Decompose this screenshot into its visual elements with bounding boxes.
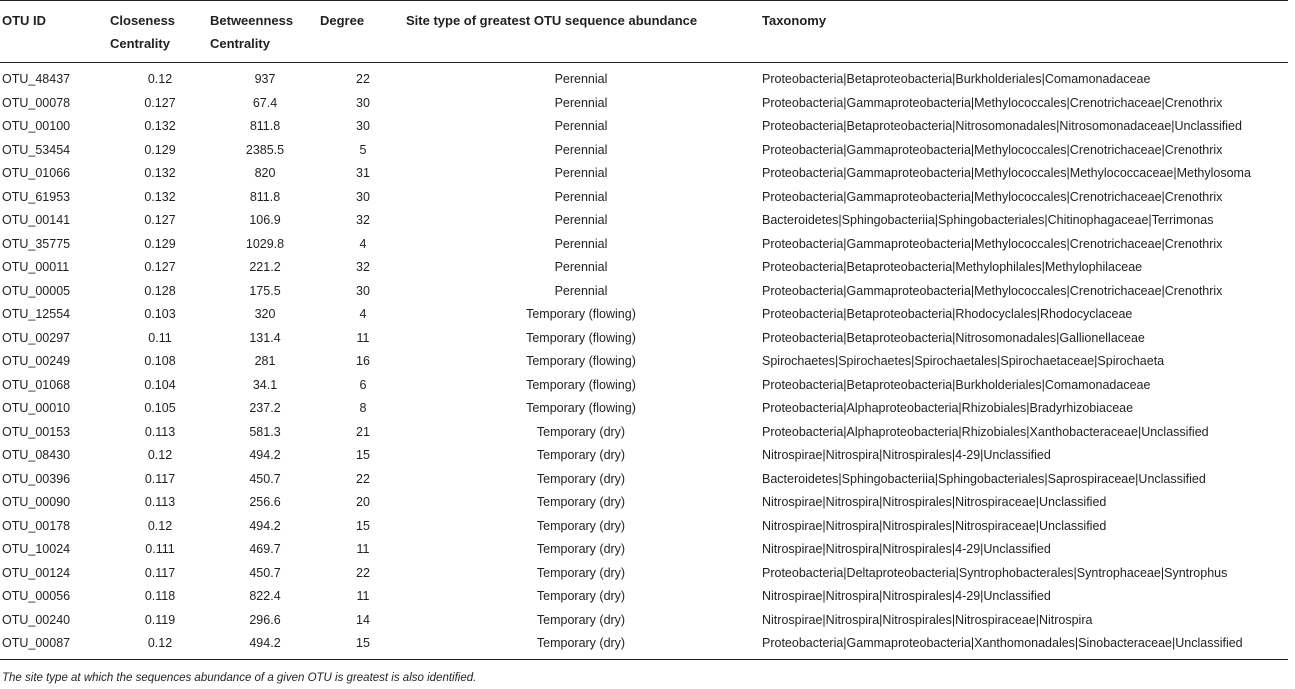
table-body <box>0 63 1288 660</box>
taxonomy-cell: Proteobacteria|Alphaproteobacteria|Rhizobiales|Xanthobacteraceae|Unclassified <box>762 424 1209 439</box>
betweenness-cell: 106.9 <box>249 213 281 227</box>
header-degree <box>320 1 406 63</box>
taxonomy-cell: Proteobacteria|Betaproteobacteria|Burkholderiales|Comamonadaceae <box>762 72 1151 86</box>
site-type-cell: Temporary (dry) <box>536 542 626 556</box>
table-row <box>0 538 1288 562</box>
taxonomy-cell: Proteobacteria|Gammaproteobacteria|Methylococcales|Crenotrichaceae|Crenothrix <box>762 142 1223 157</box>
closeness-cell: 0.111 <box>145 542 175 556</box>
header-site-type <box>406 1 756 63</box>
betweenness-cell: 256.6 <box>249 495 281 509</box>
degree-cell: 22 <box>356 72 370 86</box>
site-type-cell: Perennial <box>554 236 608 251</box>
table-caption: The site type at which the sequences abundance of a given OTU is greatest is also identified. <box>2 672 477 684</box>
taxonomy-cell: Nitrospirae|Nitrospira|Nitrospirales|4-29|Unclassified <box>762 542 1051 556</box>
degree-cell: 11 <box>356 330 370 345</box>
degree-cell: 11 <box>356 542 370 556</box>
taxonomy-cell: Nitrospirae|Nitrospira|Nitrospirales|4-29|Unclassified <box>762 448 1051 462</box>
closeness-cell: 0.127 <box>144 260 176 274</box>
table-row <box>0 162 1288 186</box>
header-otu-id-label: OTU ID <box>2 13 47 28</box>
table-row <box>0 609 1288 633</box>
degree-cell: 32 <box>356 213 370 227</box>
header-otu-id <box>0 1 110 63</box>
site-type-cell: Perennial <box>554 119 608 133</box>
table-row <box>0 421 1288 445</box>
table-row <box>0 139 1288 163</box>
closeness-cell: 0.119 <box>144 612 176 627</box>
otu-id-cell: OTU_00090 <box>2 495 71 509</box>
header-betweenness-centrality <box>210 1 320 63</box>
site-type-cell: Temporary (dry) <box>536 448 626 462</box>
header-betweenness-line1: Betweenness <box>210 13 294 28</box>
table-row <box>0 233 1288 257</box>
table-row <box>0 209 1288 233</box>
otu-id-cell: OTU_10024 <box>2 542 71 556</box>
table-row <box>0 515 1288 539</box>
betweenness-cell: 937 <box>254 72 276 86</box>
site-type-cell: Perennial <box>554 166 608 180</box>
betweenness-cell: 811.8 <box>249 119 281 133</box>
betweenness-cell: 450.7 <box>249 565 281 580</box>
otu-id-cell: OTU_01068 <box>2 377 71 392</box>
degree-cell: 8 <box>359 401 367 415</box>
closeness-cell: 0.118 <box>144 589 176 603</box>
table-row <box>0 115 1288 139</box>
otu-id-cell: OTU_00011 <box>2 260 70 274</box>
degree-cell: 20 <box>356 495 370 509</box>
table-row <box>0 397 1288 421</box>
table-row <box>0 186 1288 210</box>
betweenness-cell: 175.5 <box>249 283 281 298</box>
taxonomy-cell: Bacteroidetes|Sphingobacteriia|Sphingobacteriales|Chitinophagaceae|Terrimonas <box>762 213 1214 227</box>
degree-cell: 22 <box>356 565 370 580</box>
site-type-cell: Temporary (flowing) <box>526 401 636 415</box>
closeness-cell: 0.12 <box>147 448 173 462</box>
taxonomy-cell: Proteobacteria|Betaproteobacteria|Nitrosomonadales|Nitrosomonadaceae|Unclassified <box>762 119 1242 133</box>
taxonomy-cell: Nitrospirae|Nitrospira|Nitrospirales|Nitrospiraceae|Unclassified <box>762 495 1107 509</box>
closeness-cell: 0.12 <box>110 632 210 659</box>
taxonomy-cell: Nitrospirae|Nitrospira|Nitrospirales|4-29|Unclassified <box>762 589 1051 603</box>
taxonomy-cell: Proteobacteria|Betaproteobacteria|Methylophilales|Methylophilaceae <box>762 260 1143 274</box>
table-row <box>0 256 1288 280</box>
closeness-cell: 0.132 <box>144 119 176 133</box>
site-type-cell: Perennial <box>554 72 608 86</box>
header-degree-label: Degree <box>320 13 365 28</box>
taxonomy-cell: Proteobacteria|Betaproteobacteria|Rhodocyclales|Rhodocyclaceae <box>762 307 1133 321</box>
table-row <box>0 350 1288 374</box>
degree-cell: 15 <box>356 518 370 533</box>
site-type-cell: Temporary (dry) <box>536 612 626 627</box>
table-row <box>0 92 1288 116</box>
degree-cell: 6 <box>359 377 367 392</box>
degree-cell: 11 <box>356 589 370 603</box>
site-type-cell: Temporary (flowing) <box>526 307 636 321</box>
taxonomy-cell: Proteobacteria|Gammaproteobacteria|Methylococcales|Crenotrichaceae|Crenothrix <box>762 189 1223 204</box>
betweenness-cell: 1029.8 <box>245 236 285 251</box>
closeness-cell: 0.128 <box>144 283 176 298</box>
site-type-cell: Temporary (dry) <box>406 632 756 659</box>
otu-id-cell: OTU_61953 <box>2 189 71 204</box>
site-type-cell: Temporary (dry) <box>536 471 626 486</box>
taxonomy-cell: Proteobacteria|Gammaproteobacteria|Xanthomonadales|Sinobacteraceae|Unclassified <box>756 632 1288 659</box>
taxonomy-cell: Proteobacteria|Gammaproteobacteria|Methylococcales|Methylococcaceae|Methylosoma <box>762 166 1251 180</box>
degree-cell: 30 <box>356 283 370 298</box>
table-row <box>0 585 1288 609</box>
betweenness-cell: 281 <box>254 354 276 368</box>
betweenness-cell: 581.3 <box>249 424 281 439</box>
table-row <box>0 468 1288 492</box>
closeness-cell: 0.12 <box>147 72 173 86</box>
header-row <box>0 1 1288 63</box>
taxonomy-cell: Spirochaetes|Spirochaetes|Spirochaetales|Spirochaetaceae|Spirochaeta <box>762 354 1165 368</box>
site-type-cell: Temporary (flowing) <box>526 377 636 392</box>
header-closeness-line2: Centrality <box>110 36 170 51</box>
site-type-cell: Perennial <box>554 189 608 204</box>
site-type-cell: Perennial <box>554 260 608 274</box>
otu-id-cell: OTU_53454 <box>2 142 71 157</box>
closeness-cell: 0.132 <box>144 166 176 180</box>
degree-cell: 16 <box>356 354 370 368</box>
site-type-cell: Temporary (dry) <box>536 518 626 533</box>
betweenness-cell: 2385.5 <box>245 142 285 157</box>
betweenness-cell: 67.4 <box>252 95 278 110</box>
table-row <box>0 491 1288 515</box>
site-type-cell: Perennial <box>554 95 608 110</box>
table-row <box>0 280 1288 304</box>
betweenness-cell: 469.7 <box>249 542 281 556</box>
otu-id-cell: OTU_00240 <box>2 612 71 627</box>
site-type-cell: Perennial <box>554 283 608 298</box>
betweenness-cell: 494.2 <box>249 518 281 533</box>
degree-cell: 5 <box>359 142 367 157</box>
otu-id-cell: OTU_00124 <box>2 565 71 580</box>
otu-id-cell: OTU_00396 <box>2 471 71 486</box>
taxonomy-cell: Proteobacteria|Deltaproteobacteria|Syntrophobacterales|Syntrophaceae|Syntrophus <box>762 565 1228 580</box>
betweenness-cell: 450.7 <box>249 471 281 486</box>
betweenness-cell: 34.1 <box>252 377 278 392</box>
betweenness-cell: 221.2 <box>249 260 281 274</box>
site-type-cell: Perennial <box>554 213 608 227</box>
taxonomy-cell: Nitrospirae|Nitrospira|Nitrospirales|Nitrospiraceae|Unclassified <box>762 518 1107 533</box>
site-type-cell: Temporary (flowing) <box>526 330 636 345</box>
otu-id-cell: OTU_00249 <box>2 354 71 368</box>
closeness-cell: 0.108 <box>144 354 176 368</box>
betweenness-cell: 131.4 <box>249 330 281 345</box>
site-type-cell: Perennial <box>554 142 608 157</box>
otu-id-cell: OTU_12554 <box>2 307 71 321</box>
betweenness-cell: 237.2 <box>249 401 281 415</box>
otu-id-cell: OTU_00010 <box>2 401 71 415</box>
table-header <box>0 1 1288 63</box>
table-row <box>0 327 1288 351</box>
degree-cell: 14 <box>356 612 370 627</box>
closeness-cell: 0.113 <box>144 495 176 509</box>
header-site-type-label: Site type of greatest OTU sequence abundance <box>406 13 698 28</box>
table-row <box>0 444 1288 468</box>
table-row <box>0 632 1288 659</box>
betweenness-cell: 296.6 <box>249 612 281 627</box>
closeness-cell: 0.103 <box>144 307 176 321</box>
closeness-cell: 0.129 <box>144 236 176 251</box>
otu-id-cell: OTU_00141 <box>2 213 71 227</box>
otu-id-cell: OTU_00087 <box>0 632 110 659</box>
betweenness-cell: 494.2 <box>249 448 281 462</box>
degree-cell: 22 <box>356 471 370 486</box>
taxonomy-cell: Proteobacteria|Gammaproteobacteria|Methylococcales|Crenotrichaceae|Crenothrix <box>762 283 1223 298</box>
closeness-cell: 0.132 <box>144 189 176 204</box>
site-type-cell: Temporary (dry) <box>536 495 626 509</box>
degree-cell: 4 <box>359 307 367 321</box>
taxonomy-cell: Proteobacteria|Gammaproteobacteria|Methylococcales|Crenotrichaceae|Crenothrix <box>762 236 1223 251</box>
degree-cell: 30 <box>356 189 370 204</box>
header-closeness-line1: Closeness <box>110 13 176 28</box>
closeness-cell: 0.129 <box>144 142 176 157</box>
degree-cell: 31 <box>356 166 370 180</box>
otu-id-cell: OTU_00078 <box>2 95 71 110</box>
otu-id-cell: OTU_00297 <box>2 330 71 345</box>
table-row <box>0 303 1288 327</box>
otu-id-cell: OTU_01066 <box>2 166 71 180</box>
table-row <box>0 374 1288 398</box>
site-type-cell: Temporary (flowing) <box>526 354 636 368</box>
betweenness-cell: 811.8 <box>249 189 281 204</box>
taxonomy-cell: Proteobacteria|Alphaproteobacteria|Rhizobiales|Bradyrhizobiaceae <box>762 401 1134 415</box>
degree-cell: 15 <box>356 448 370 462</box>
taxonomy-cell: Proteobacteria|Betaproteobacteria|Burkholderiales|Comamonadaceae <box>762 377 1151 392</box>
otu-id-cell: OTU_00100 <box>2 119 71 133</box>
betweenness-cell: 820 <box>254 166 276 180</box>
otu-id-cell: OTU_00056 <box>2 589 71 603</box>
otu-id-cell: OTU_00178 <box>2 518 71 533</box>
closeness-cell: 0.11 <box>148 330 172 345</box>
closeness-cell: 0.127 <box>144 213 176 227</box>
betweenness-cell: 320 <box>254 307 276 321</box>
header-betweenness-line2: Centrality <box>210 36 270 51</box>
closeness-cell: 0.105 <box>144 401 176 415</box>
header-taxonomy-label: Taxonomy <box>762 13 827 28</box>
degree-cell: 32 <box>356 260 370 274</box>
taxonomy-cell: Proteobacteria|Gammaproteobacteria|Methylococcales|Crenotrichaceae|Crenothrix <box>762 95 1223 110</box>
degree-cell: 21 <box>356 424 370 439</box>
otu-id-cell: OTU_35775 <box>2 236 71 251</box>
closeness-cell: 0.117 <box>144 471 176 486</box>
degree-cell: 30 <box>356 119 370 133</box>
header-closeness-centrality <box>110 1 210 63</box>
header-taxonomy <box>756 1 1288 63</box>
degree-cell: 30 <box>356 95 370 110</box>
otu-id-cell: OTU_00005 <box>2 283 71 298</box>
betweenness-cell: 494.2 <box>210 632 320 659</box>
closeness-cell: 0.117 <box>144 565 176 580</box>
taxonomy-cell: Proteobacteria|Betaproteobacteria|Nitrosomonadales|Gallionellaceae <box>762 330 1145 345</box>
closeness-cell: 0.113 <box>144 424 176 439</box>
taxonomy-cell: Nitrospirae|Nitrospira|Nitrospirales|Nitrospiraceae|Nitrospira <box>762 612 1093 627</box>
degree-cell: 15 <box>320 632 406 659</box>
site-type-cell: Temporary (dry) <box>536 424 626 439</box>
site-type-cell: Temporary (dry) <box>536 565 626 580</box>
table-row <box>0 562 1288 586</box>
otu-id-cell: OTU_08430 <box>2 448 71 462</box>
otu-id-cell: OTU_48437 <box>2 72 71 86</box>
site-type-cell: Temporary (dry) <box>536 589 626 603</box>
taxonomy-cell: Bacteroidetes|Sphingobacteriia|Sphingobacteriales|Saprospiraceae|Unclassified <box>762 471 1206 486</box>
table-row <box>0 63 1288 92</box>
closeness-cell: 0.127 <box>144 95 176 110</box>
degree-cell: 4 <box>359 236 367 251</box>
closeness-cell: 0.12 <box>147 518 173 533</box>
otu-id-cell: OTU_00153 <box>2 424 71 439</box>
betweenness-cell: 822.4 <box>249 589 281 603</box>
closeness-cell: 0.104 <box>144 377 176 392</box>
